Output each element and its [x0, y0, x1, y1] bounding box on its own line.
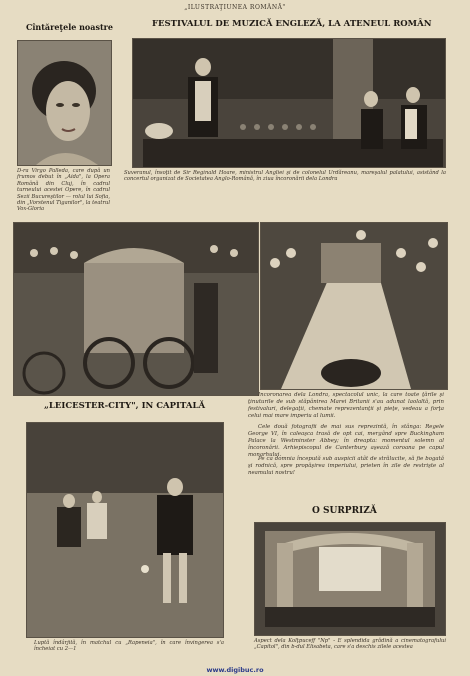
masthead: „ILUSTRAŢIUNEA ROMÂNĂ": [184, 4, 286, 11]
theatre-caption: Aspect dela Kolţpuceff "Np" - E splendida grădină a cinematografului „Capitol", din b-dul Elisabeta, care s'a deschis zilele acestea: [254, 638, 446, 651]
festival-concert-photo: [132, 38, 446, 168]
coronation-text-1: Incoronarea dela Londra, spectacolul unic, la care toate ţările şi ţinuturile de sub stăpânirea Marei Britanii s'au adunat laolaltă, prin festivaluri, delegaţii, chemate reprezentanţii şi pieţe, vedeau a forţa celui mai mare imperiu al lumii.: [248, 392, 444, 419]
festival-section-title: FESTIVALUL DE MUZICĂ ENGLEZĂ, LA ATENEUL ROMÂN: [152, 19, 432, 29]
coronation-text-2: Cele două fotografii de mai sus reprezintă, în stânga: Regele George VI, în caleaşca trasă de opt cai, mergând spre Buckingham Palace la Westminster Abbey; în dreapta: momentul solemn al încoronării. Arhiepiscopul de Canterbury aşează coroana pe capul monarhului.: [248, 424, 444, 458]
footer-url[interactable]: www.digibuc.ro: [206, 666, 264, 674]
football-caption: Luptă îndârjită, în matchul cu „Rapeneia", în care învingerea s'a încheiat cu 2—1: [34, 640, 224, 653]
coronation-crowd-photo: [260, 222, 448, 390]
singer-caption: D-ra Virgo Palleda, care după un frumos debut în „Aida", la Opera Română din Cluj, în cadrul turneului acestei Opere, în cadrul Sezii Bucureştilor — rolul lui Sofia, din „Vorstenul Tiganilor", la teatrul Vox-Gloria: [17, 168, 110, 213]
cinema-theatre-photo: [254, 522, 446, 636]
coronation-text-3: Pe ca domnia începută sub auspicii atât de strălucite, să fie bogată şi rodnică, spre propăşirea imperiului, prieten în zile de restrişte al neamului nostru!: [248, 456, 444, 476]
singer-portrait-photo: [17, 40, 112, 166]
singers-section-title: Cîntăreţele noastre: [26, 22, 113, 32]
coronation-carriage-photo: [13, 222, 259, 396]
festival-caption: Suveranul, însoţit de Sir Reginald Hoare, ministrul Angliei şi de colonelul Urdăreanu, mareşalul palatului, asistând la concertul organizat de Societatea Anglo-Română, în ziua încoronării dela Londra: [124, 170, 446, 183]
surprise-section-title: O SURPRIZĂ: [312, 506, 377, 516]
leicester-section-title: „LEICESTER-CITY", IN CAPITALĂ: [44, 401, 206, 411]
football-match-photo: [26, 422, 224, 638]
